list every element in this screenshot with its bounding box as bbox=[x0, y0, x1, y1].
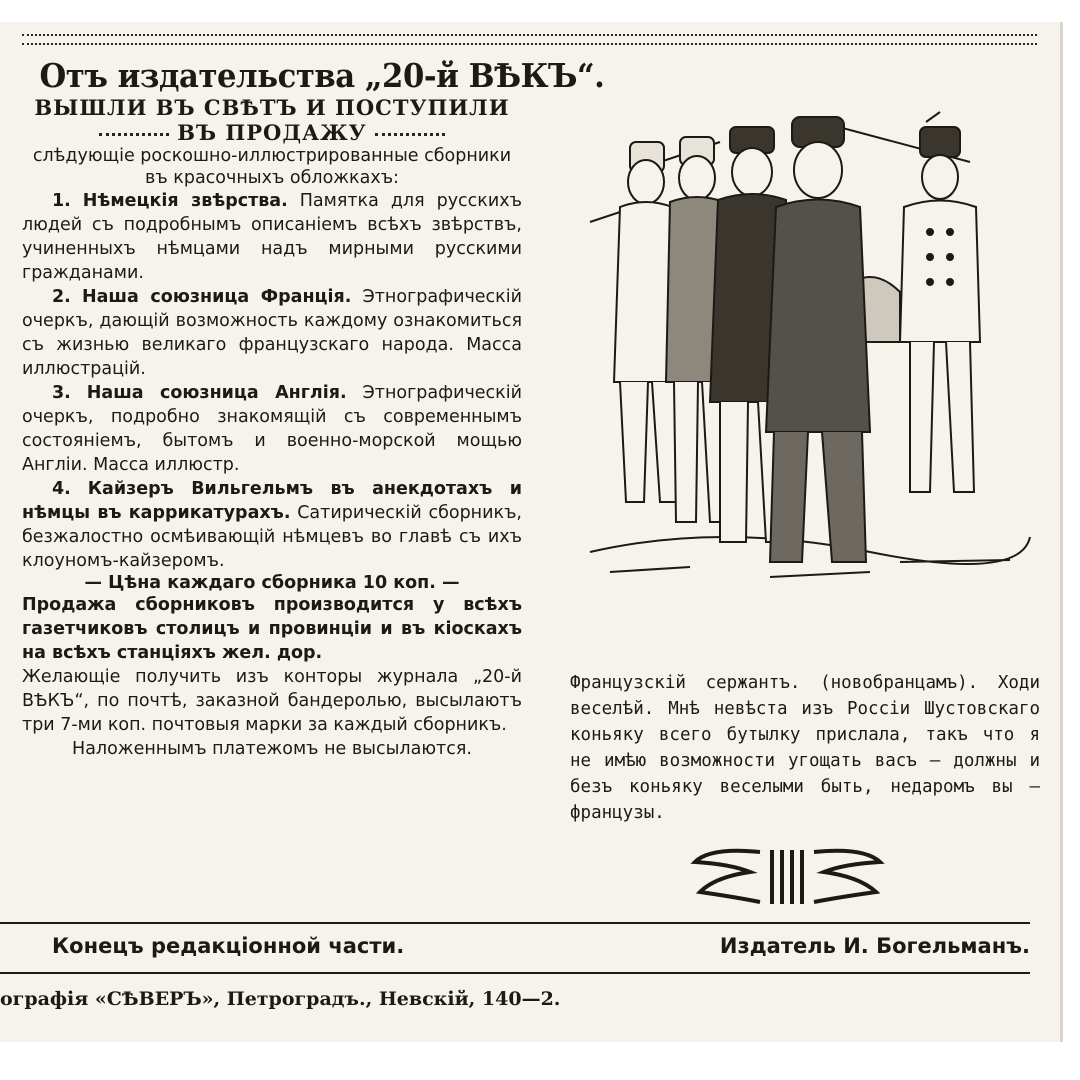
item-title: Наша союзница Франція. bbox=[81, 287, 352, 307]
publisher-name: Издатель И. Богельманъ. bbox=[719, 934, 1030, 958]
order-last-line: Наложеннымъ платежомъ не высылаются. bbox=[72, 739, 472, 759]
notice-heading: Отъ издательства „20-й ВѢКЪ“. bbox=[39, 56, 605, 95]
notice-subheading: ВЫШЛИ ВЪ СВѢТЪ И ПОСТУПИЛИ bbox=[34, 95, 510, 120]
item-text: Памятка для русскихъ людей съ подробнымъ описаніемъ всѣхъ звѣрствъ, учиненныхъ нѣмцами надъ мирными русскими гражданами. bbox=[22, 191, 522, 283]
order-note bbox=[22, 665, 522, 761]
item-number: 1. bbox=[52, 191, 71, 211]
price-line: — Цѣна каждаго сборника 10 коп. — bbox=[84, 573, 460, 593]
item-title: Нѣмецкія звѣрства. bbox=[82, 191, 288, 211]
item-text: Этнографическій очеркъ, дающій возможность каждому ознакомиться съ жизнью великаго французскаго народа. Масса иллюстрацій. bbox=[22, 287, 522, 379]
sale-note: Продажа сборниковъ производится у всѣхъ газетчиковъ столицъ и провинціи и въ кіоскахъ на всѣхъ станціяхъ жел. дор. bbox=[22, 595, 522, 663]
item-number: 3. bbox=[52, 383, 71, 403]
top-dotted-rule bbox=[22, 34, 1037, 45]
illustration-caption: Французскій сержантъ. (новобранцамъ). Ходи веселѣй. Мнѣ невѣста изъ Россіи Шустовскаго коньяку всего бутылку прислала, такъ что я не имѣю возможности угощать васъ — должны и безъ коньяку веселыми быть, недаромъ вы — французы. bbox=[570, 672, 1040, 823]
dotted-leader bbox=[99, 133, 169, 136]
item-number: 2. bbox=[52, 287, 71, 307]
footer-row bbox=[0, 934, 1030, 964]
newspaper-page bbox=[0, 22, 1063, 1042]
notice-intro: слѣдующіе роскошно-иллюстрированные сборники въ красочныхъ обложкахъ: bbox=[32, 146, 512, 188]
item-title: Кайзеръ Вильгельмъ въ анекдотахъ и нѣмцы въ каррикатурахъ. bbox=[22, 479, 522, 523]
list-item bbox=[22, 189, 522, 285]
item-title: Наша союзница Англія. bbox=[86, 383, 347, 403]
printer-imprint: ографія «СѢВЕРЪ», Петроградъ., Невскій, 140—2. bbox=[0, 988, 561, 1010]
order-text: Желающіе получить изъ конторы журнала „20-й ВѢКЪ“, по почтѣ, заказной бандеролью, высылаютъ три 7-ми коп. почтовыя марки за каждый сборникъ. bbox=[22, 667, 522, 735]
item-text: Сатирическій сборникъ, безжалостно осмѣивающій нѣмцевъ во главѣ съ ихъ клоуномъ-кайзеромъ. bbox=[22, 503, 522, 571]
french-officer bbox=[900, 112, 980, 492]
on-sale-label: ВЪ ПРОДАЖУ bbox=[177, 120, 367, 145]
list-item bbox=[22, 477, 522, 573]
illustration-column bbox=[570, 82, 1040, 882]
item-text: Этнографическій очеркъ, подробно знакомящій съ современнымъ состояніемъ, бытомъ и военно-морской мощью Англіи. Масса иллюстр. bbox=[22, 383, 522, 475]
dotted-leader bbox=[375, 133, 445, 136]
notice-subheading-2 bbox=[22, 120, 522, 145]
footer-rule bbox=[0, 922, 1030, 924]
publisher-notice bbox=[22, 56, 605, 926]
end-of-editorial: Конецъ редакціонной части. bbox=[52, 934, 405, 958]
sergeant-front bbox=[766, 117, 870, 562]
list-item bbox=[22, 285, 522, 381]
list-item bbox=[22, 381, 522, 477]
footer-rule bbox=[0, 972, 1030, 974]
item-number: 4. bbox=[52, 479, 71, 499]
soldiers-illustration bbox=[570, 82, 1040, 602]
flame-ornament-icon bbox=[690, 842, 890, 912]
